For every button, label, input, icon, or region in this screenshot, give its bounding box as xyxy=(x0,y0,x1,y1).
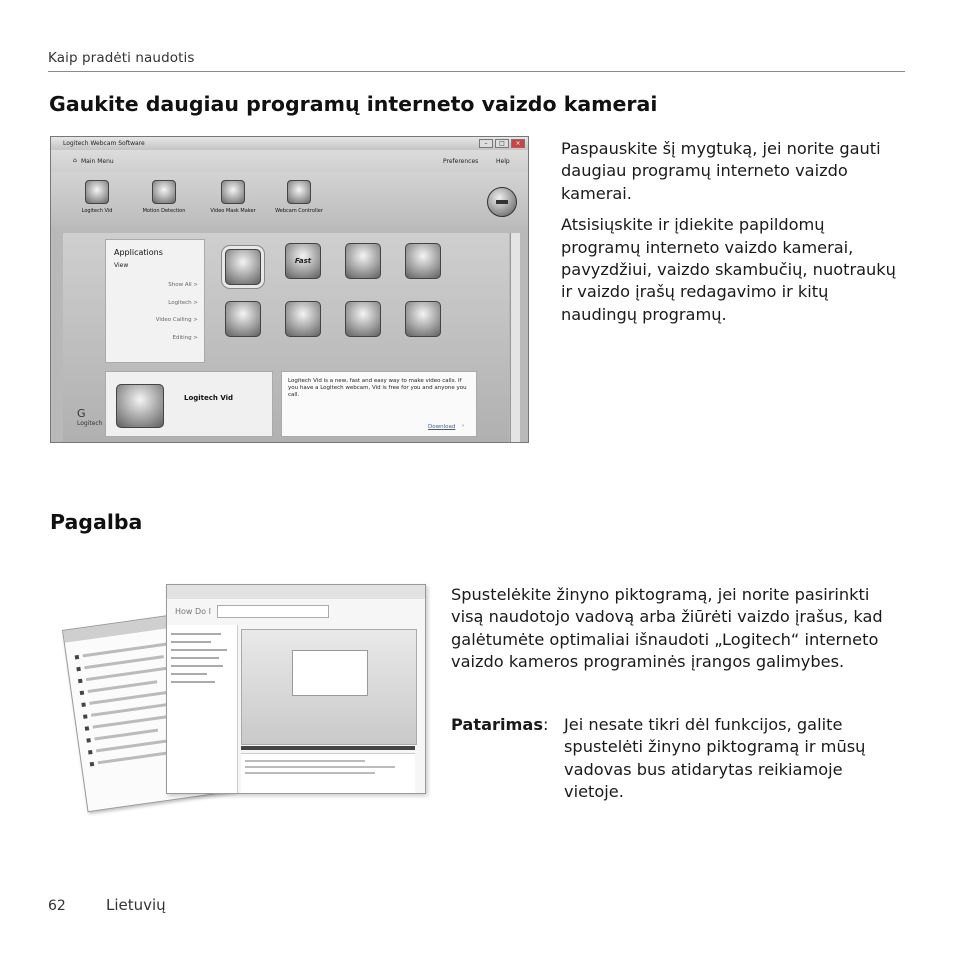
video-notes xyxy=(241,753,415,794)
scrollbar[interactable] xyxy=(510,233,520,443)
get-more-apps-button[interactable] xyxy=(487,187,517,217)
section1-text xyxy=(561,138,896,326)
filter-show-all[interactable]: Show All > xyxy=(168,282,198,288)
section2-paragraph: Spustelėkite žinyno piktogramą, jei norite pasirinkti visą naudotojo vadovą arba žiūrėti vaizdo įrašus, kad galėtumėte optimaliai išnaudoti „Logitech“ interneto vaizdo kameros programinės įrangos galimybes. xyxy=(451,585,883,672)
menu-bar xyxy=(51,150,528,172)
logitech-logo: G Logitech xyxy=(77,407,103,427)
applications-panel xyxy=(105,239,205,363)
section-title-more-apps: Gaukite daugiau programų interneto vaizdo kamerai xyxy=(49,92,658,116)
app-tile-vid-icon[interactable] xyxy=(225,249,261,285)
app-description: Logitech Vid is a new, fast and easy way to make video calls. If you have a Logitech webcam, Vid is free for you and anyone you call. xyxy=(288,378,467,398)
app-tile-fast-icon[interactable]: Fast xyxy=(285,243,321,279)
mask-icon xyxy=(221,180,245,204)
vid-large-icon xyxy=(116,384,164,428)
maximize-button[interactable]: □ xyxy=(495,139,509,148)
app-tile-camera-icon[interactable] xyxy=(345,243,381,279)
selected-app-card xyxy=(105,371,273,437)
app-tile-masks-icon[interactable] xyxy=(405,243,441,279)
help-windows-screenshot xyxy=(62,578,424,828)
vid-icon xyxy=(85,180,109,204)
topic-list xyxy=(167,625,238,793)
logitech-mark-icon: G xyxy=(77,407,86,420)
footer-language: Lietuvių xyxy=(106,896,166,914)
tool-logitech-vid[interactable]: Logitech Vid xyxy=(67,180,127,214)
download-link[interactable]: Download xyxy=(428,424,456,430)
webcam-software-screenshot xyxy=(50,136,529,443)
tool-webcam-controller[interactable]: Webcam Controller xyxy=(269,180,329,214)
applications-heading: Applications xyxy=(114,248,163,257)
chevron-right-icon: › xyxy=(462,423,465,429)
main-menu-link[interactable]: Main Menu xyxy=(81,158,114,165)
filter-editing[interactable]: Editing > xyxy=(172,335,198,341)
home-icon: ⌂ xyxy=(73,157,77,164)
page-number: 62 xyxy=(48,898,66,914)
tip-text-block xyxy=(564,714,874,804)
filter-video-calling[interactable]: Video Calling > xyxy=(155,317,198,323)
minimize-button[interactable]: – xyxy=(479,139,493,148)
tool-video-mask-maker[interactable]: Video Mask Maker xyxy=(203,180,263,214)
preferences-link[interactable]: Preferences xyxy=(443,158,479,165)
section-title-help: Pagalba xyxy=(50,510,143,534)
how-do-i-window xyxy=(166,584,426,794)
app-description-card xyxy=(281,371,477,437)
app-tile-call-icon[interactable] xyxy=(345,301,381,337)
video-player[interactable] xyxy=(241,629,417,745)
tip-text: Jei nesate tikri dėl funkcijos, galite spustelėti žinyno piktogramą ir mūsų vadovas bus atidarytas reikiamoje vietoje. xyxy=(564,715,866,802)
section1-paragraph2: Atsisiųskite ir įdiekite papildomų programų interneto vaizdo kamerai, pavyzdžiui, vaizdo skambučių, nuotraukų ir vaizdo įrašų redagavimo ir kitų naudingų programų. xyxy=(561,215,896,324)
close-button[interactable]: × xyxy=(511,139,525,148)
motion-detection-icon xyxy=(152,180,176,204)
tip-label: Patarimas: xyxy=(451,715,549,734)
video-frame xyxy=(292,650,368,696)
app-tile-yahoo-icon[interactable] xyxy=(405,301,441,337)
help-link[interactable]: Help xyxy=(496,158,510,165)
header-rule xyxy=(48,71,905,72)
section2-text xyxy=(451,584,891,674)
tool-motion-detection[interactable]: Motion Detection xyxy=(134,180,194,214)
webcam-controller-icon xyxy=(287,180,311,204)
toolbar xyxy=(51,172,528,227)
selected-app-name: Logitech Vid xyxy=(184,394,234,402)
app-tile-people-icon[interactable] xyxy=(285,301,321,337)
running-head: Kaip pradėti naudotis xyxy=(48,50,195,66)
filter-logitech[interactable]: Logitech > xyxy=(168,300,198,306)
app-tile-skype-icon[interactable] xyxy=(225,301,261,337)
video-progress-bar[interactable] xyxy=(241,746,415,750)
applications-area xyxy=(63,233,509,443)
section1-paragraph1: Paspauskite šį mygtuką, jei norite gauti daugiau programų interneto vaizdo kamerai. xyxy=(561,139,881,203)
window-title: Logitech Webcam Software xyxy=(63,140,145,147)
view-label: View xyxy=(114,262,129,269)
how-do-i-label: How Do I xyxy=(175,607,211,616)
window-titlebar xyxy=(51,137,528,150)
topic-select[interactable] xyxy=(217,605,329,618)
